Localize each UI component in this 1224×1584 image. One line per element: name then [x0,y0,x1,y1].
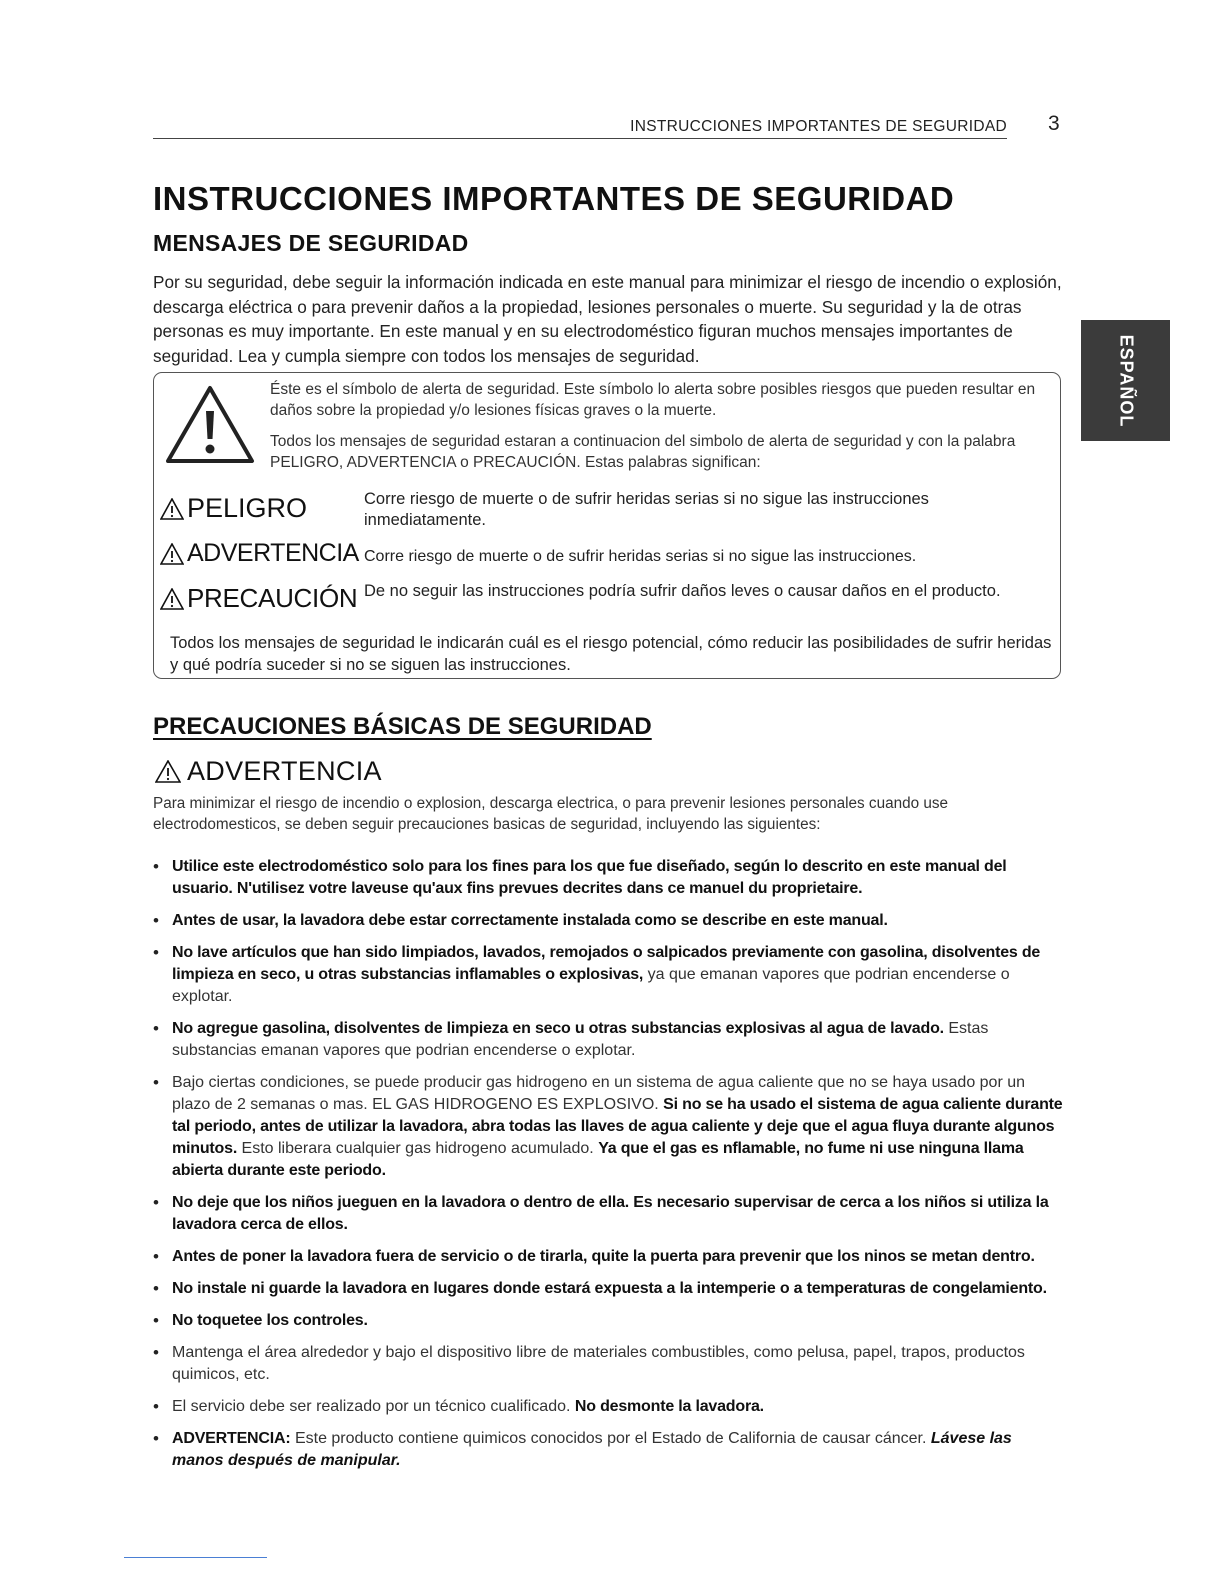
warning-triangle-icon [160,588,184,610]
list-item: • No lave artículos que han sido limpiados, lavados, remojados o salpicados previamente con gasolina, disolventes de limpieza en seco, u otras substancias inflamables o explosivas, ya que emanan vapores que podrian encenderse o explotar. [153,942,1063,1008]
page-title: INSTRUCCIONES IMPORTANTES DE SEGURIDAD [153,180,955,217]
list-item: • No instale ni guarde la lavadora en lugares donde estará expuesta a la intemperie o a temperaturas de congelamiento. [153,1278,1063,1300]
signal-words-intro: Todos los mensajes de seguridad estaran a continuacion del simbolo de alerta de seguridad y con la palabra PELIGRO, ADVERTENCIA o PRECAUCIÓN. Estas palabras significan: [270,433,1016,471]
signal-description-precaucion: De no seguir las instrucciones podría sufrir daños leves o causar daños en el producto. [364,582,1001,600]
list-item: • No agregue gasolina, disolventes de limpieza en seco u otras substancias explosivas al agua de lavado. Estas substancias emanan vapores que podrian encenderse o explotar. [153,1018,1063,1062]
section-title-basic-precautions: PRECAUCIONES BÁSICAS DE SEGURIDAD [153,713,652,740]
list-item: • Antes de usar, la lavadora debe estar correctamente instalada como se describe en este manual. [153,910,1063,932]
warning-heading: ADVERTENCIA [155,756,382,787]
header-rule [153,138,1007,139]
list-item: • El servicio debe ser realizado por un técnico cualificado. No desmonte la lavadora. [153,1396,1063,1418]
signal-word-precaucion: PRECAUCIÓN [160,583,357,614]
alert-triangle-icon [164,383,256,465]
page-number: 3 [1048,112,1060,135]
list-item: • ADVERTENCIA: Este producto contiene quimicos conocidos por el Estado de California de causar cáncer. Lávese las manos después de manipular. [153,1428,1063,1472]
alert-box-footer: Todos los mensajes de seguridad le indicarán cuál es el riesgo potencial, cómo reducir las posibilidades de sufrir heridas y qué podría suceder si no se siguen las instrucciones. [170,634,1052,674]
warning-triangle-icon [155,760,181,783]
signal-word-peligro: PELIGRO [160,493,307,524]
list-item: • Utilice este electrodoméstico solo para los fines para los que fue diseñado, según lo descrito en este manual del usuario. N'utilisez votre laveuse qu'aux fins prevues decrites dans ce manuel du proprietaire. [153,856,1063,900]
warning-triangle-icon [160,543,184,565]
language-tab-label: ESPAÑOL [1116,334,1136,427]
safety-alert-box [153,372,1061,679]
alert-symbol-description: Éste es el símbolo de alerta de seguridad. Este símbolo lo alerta sobre posibles riesgos que pueden resultar en daños sobre la propiedad y/o lesiones físicas graves o la muerte. [270,381,1036,419]
section-title-messages: MENSAJES DE SEGURIDAD [153,230,469,256]
signal-description-advertencia: Corre riesgo de muerte o de sufrir heridas serias si no sigue las instrucciones. [364,548,917,565]
warning-triangle-icon [160,498,184,520]
list-item: • Antes de poner la lavadora fuera de servicio o de tirarla, quite la puerta para prevenir que los ninos se metan dentro. [153,1246,1063,1268]
precautions-list [153,856,1063,1482]
messages-intro: Por su seguridad, debe seguir la información indicada en este manual para minimizar el riesgo de incendio o explosión, descarga eléctrica o para prevenir daños a la propiedad, lesiones personales o muerte. Su seguridad y la de otras personas es muy importante. En este manual y en su electrodoméstico figuran muchos mensajes importantes de seguridad. Lea y cumpla siempre con todos los mensajes de seguridad. [153,272,1062,366]
list-item: • No deje que los niños jueguen en la lavadora o dentro de ella. Es necesario supervisar de cerca a los niños si utiliza la lavadora cerca de ellos. [153,1192,1063,1236]
language-tab [1081,320,1170,441]
running-header-title: INSTRUCCIONES IMPORTANTES DE SEGURIDAD [630,118,1007,135]
warning-intro: Para minimizar el riesgo de incendio o explosion, descarga electrica, o para prevenir lesiones personales cuando use electrodomesticos, se deben seguir precauciones basicas de seguridad, incluyendo las siguientes: [153,795,949,833]
signal-word-advertencia: ADVERTENCIA [160,539,359,568]
footer-divider [124,1557,267,1558]
list-item: • No toquetee los controles. [153,1310,1063,1332]
list-item: • Mantenga el área alrededor y bajo el dispositivo libre de materiales combustibles, como pelusa, papel, trapos, productos quimicos, etc. [153,1342,1063,1386]
list-item: • Bajo ciertas condiciones, se puede producir gas hidrogeno en un sistema de agua caliente que no se haya usado por un plazo de 2 semanas o mas. EL GAS HIDROGENO ES EXPLOSIVO. Si no se ha usado el sistema de agua caliente durante tal periodo, antes de utilizar la lavadora, abra todas las llaves de agua caliente y deje que el agua fluya durante algunos minutos. Esto liberara cualquier gas hidrogeno acumulado. Ya que el gas es nflamable, no fume ni use ninguna llama abierta durante este periodo. [153,1072,1063,1182]
signal-description-peligro: Corre riesgo de muerte o de sufrir heridas serias si no sigue las instrucciones inmediatamente. [364,490,929,529]
